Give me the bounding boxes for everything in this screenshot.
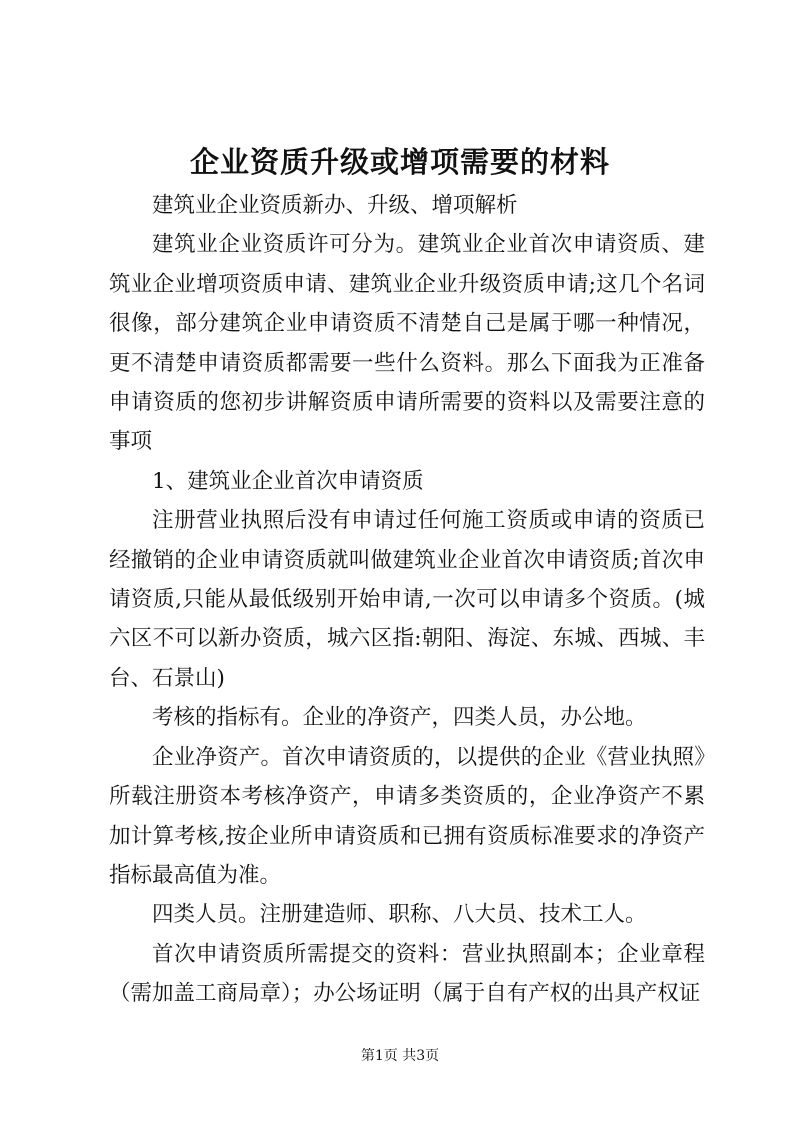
paragraph-intro: 建筑业企业资质许可分为。建筑业企业首次申请资质、建筑业企业增项资质申请、建筑业企业升级资质申请;这几个名词很像，部分建筑企业申请资质不清楚自己是属于哪一种情况，更不清楚申请资质都需要一些什么资料。那么下面我为正准备申请资质的您初步讲解资质申请所需要的资料以及需要注意的事项: [109, 232, 705, 455]
paragraph-net-assets: 企业净资产。首次申请资质的，以提供的企业《营业执照》所载注册资本考核净资产，申请多类资质的，企业净资产不累加计算考核,按企业所申请资质和已拥有资质标准要求的净资产指标最高值为准。: [109, 744, 705, 888]
page-number-footer: 第1页 共3页: [360, 1048, 440, 1064]
document-title: 企业资质升级或增项需要的材料: [189, 145, 610, 179]
paragraph-required-materials: 首次申请资质所需提交的资料：营业执照副本；企业章程（需加盖工商局章）；办公场证明（属于自有产权的出具产权证: [109, 941, 705, 1007]
paragraph-personnel: 四类人员。注册建造师、职称、八大员、技术工人。: [152, 902, 647, 928]
paragraph-indicators: 考核的指标有。企业的净资产，四类人员，办公地。: [152, 705, 647, 731]
paragraph-subtitle: 建筑业企业资质新办、升级、增项解析: [152, 193, 518, 218]
paragraph-first-application: 注册营业执照后没有申请过任何施工资质或申请的资质已经撤销的企业申请资质就叫做建筑业企业首次申请资质;首次申请资质,只能从最低级别开始申请,一次可以申请多个资质。(城六区不可以新办资质，城六区指:朝阳、海淀、东城、西城、丰台、石景山): [109, 508, 705, 691]
section-heading-1: 1、建筑业企业首次申请资质: [152, 468, 424, 494]
document-body: [109, 186, 705, 1014]
